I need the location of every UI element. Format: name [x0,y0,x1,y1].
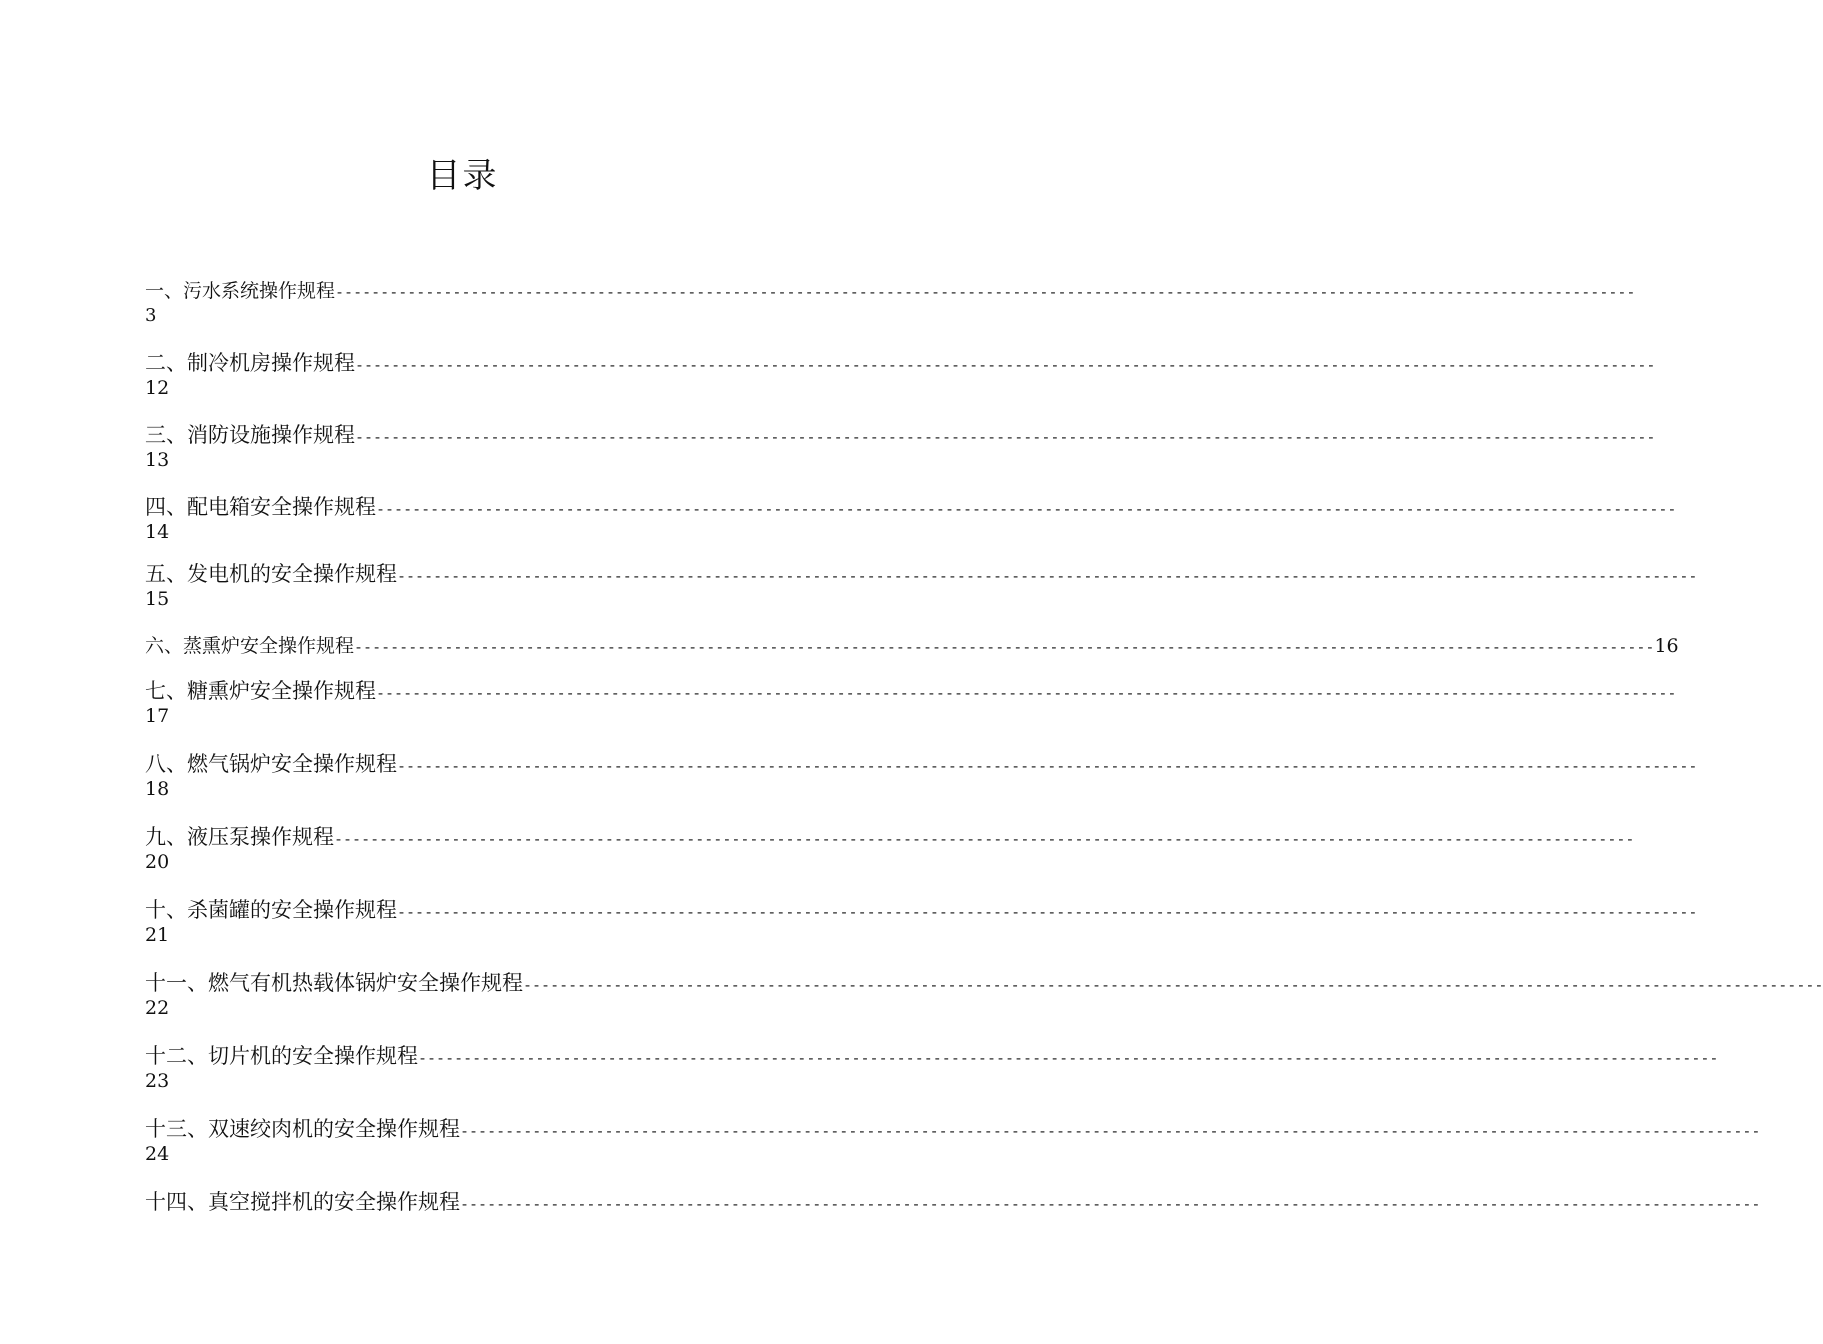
toc-entry-page: 15 [145,588,170,610]
toc-entry-page: 20 [145,851,170,873]
toc-entry-label: 二、制冷机房操作规程 [145,351,355,375]
toc-entry[interactable] [145,423,1656,473]
toc-entry-label: 四、配电箱安全操作规程 [145,495,376,519]
toc-entry-line [145,1044,1719,1068]
toc-entry[interactable] [145,634,1679,658]
toc-leader-dashes: ------------------------------------------------------------------------------------------------------------------------------------------------ [418,1049,1719,1067]
toc-entry-page: 13 [145,449,170,471]
toc-entry-label: 十二、切片机的安全操作规程 [145,1044,418,1068]
toc-entry[interactable] [145,1117,1761,1167]
toc-entry[interactable] [145,1044,1719,1094]
toc-entry-label: 九、液压泵操作规程 [145,825,334,849]
toc-leader-dashes: ------------------------------------------------------------------------------------------------------------------------------------------------ [460,1195,1761,1213]
toc-entry[interactable] [145,898,1698,948]
toc-entry-line [145,634,1679,658]
toc-entry-page: 24 [145,1143,170,1165]
toc-entry-line [145,562,1698,586]
toc-entry-page: 16 [1654,635,1679,657]
toc-entry-label: 六、蒸熏炉安全操作规程 [145,635,355,657]
toc-entry-page: 12 [145,377,170,399]
toc-entry-line [145,495,1677,519]
toc-entry-label: 一、污水系统操作规程 [145,280,336,302]
toc-entry-line [145,679,1677,703]
toc-leader-dashes: ------------------------------------------------------------------------------------------------------------------------------------------------ [335,283,1636,301]
toc-entry[interactable] [145,279,1636,329]
toc-entry-label: 七、糖熏炉安全操作规程 [145,679,376,703]
toc-entry-label: 三、消防设施操作规程 [145,423,355,447]
toc-entry-line [145,423,1656,447]
toc-leader-dashes: ------------------------------------------------------------------------------------------------------------------------------------------------ [397,567,1698,585]
toc-leader-dashes: ------------------------------------------------------------------------------------------------------------------------------------------------ [460,1122,1761,1140]
toc-entry-line [145,752,1698,776]
toc-entry-line [145,971,1823,995]
toc-leader-dashes: ------------------------------------------------------------------------------------------------------------------------------------------------ [523,976,1823,994]
toc-leader-dashes: ------------------------------------------------------------------------------------------------------------------------------------------------ [376,500,1677,518]
toc-leader-dashes: ------------------------------------------------------------------------------------------------------------------------------------------------ [397,903,1698,921]
toc-entry-page: 3 [145,305,157,326]
toc-entry-line [145,1117,1761,1141]
toc-entry-line [145,898,1698,922]
page-title: 目录 [426,156,499,196]
toc-entry-line [145,351,1656,375]
toc-leader-dashes: ------------------------------------------------------------------------------------------------------------------------------------------------ [397,757,1698,775]
toc-leader-dashes: ------------------------------------------------------------------------------------------------------------------------------------------------ [334,830,1635,848]
toc-entry-line [145,1190,1761,1214]
toc-entry[interactable] [145,971,1823,1021]
toc-leader-dashes: ------------------------------------------------------------------------------------------------------------------------------------------------ [355,428,1656,446]
toc-entry[interactable] [145,679,1677,729]
toc-entry-page: 18 [145,778,170,800]
toc-entry[interactable] [145,752,1698,802]
toc-entry-page: 21 [145,924,170,946]
toc-leader-dashes: ------------------------------------------------------------------------------------------------------------------------------------------------ [354,638,1655,656]
toc-leader-dashes: ------------------------------------------------------------------------------------------------------------------------------------------------ [376,684,1677,702]
toc-entry[interactable] [145,1190,1761,1214]
toc-entry[interactable] [145,495,1677,545]
toc-entry-page: 14 [145,521,170,543]
toc-entry[interactable] [145,562,1698,612]
toc-entry-page: 17 [145,705,170,727]
toc-entry-page: 22 [145,997,170,1019]
toc-entry-label: 十四、真空搅拌机的安全操作规程 [145,1190,460,1214]
toc-entry-label: 十、杀菌罐的安全操作规程 [145,898,397,922]
toc-entry-label: 五、发电机的安全操作规程 [145,562,397,586]
toc-entry[interactable] [145,825,1635,875]
toc-entry[interactable] [145,351,1656,401]
toc-entry-page: 23 [145,1070,170,1092]
toc-leader-dashes: ------------------------------------------------------------------------------------------------------------------------------------------------ [355,356,1656,374]
toc-entry-label: 八、燃气锅炉安全操作规程 [145,752,397,776]
toc-entry-line [145,825,1635,849]
toc-entry-label: 十三、双速绞肉机的安全操作规程 [145,1117,460,1141]
toc-entry-line [145,279,1636,303]
toc-entry-label: 十一、燃气有机热载体锅炉安全操作规程 [145,971,523,995]
